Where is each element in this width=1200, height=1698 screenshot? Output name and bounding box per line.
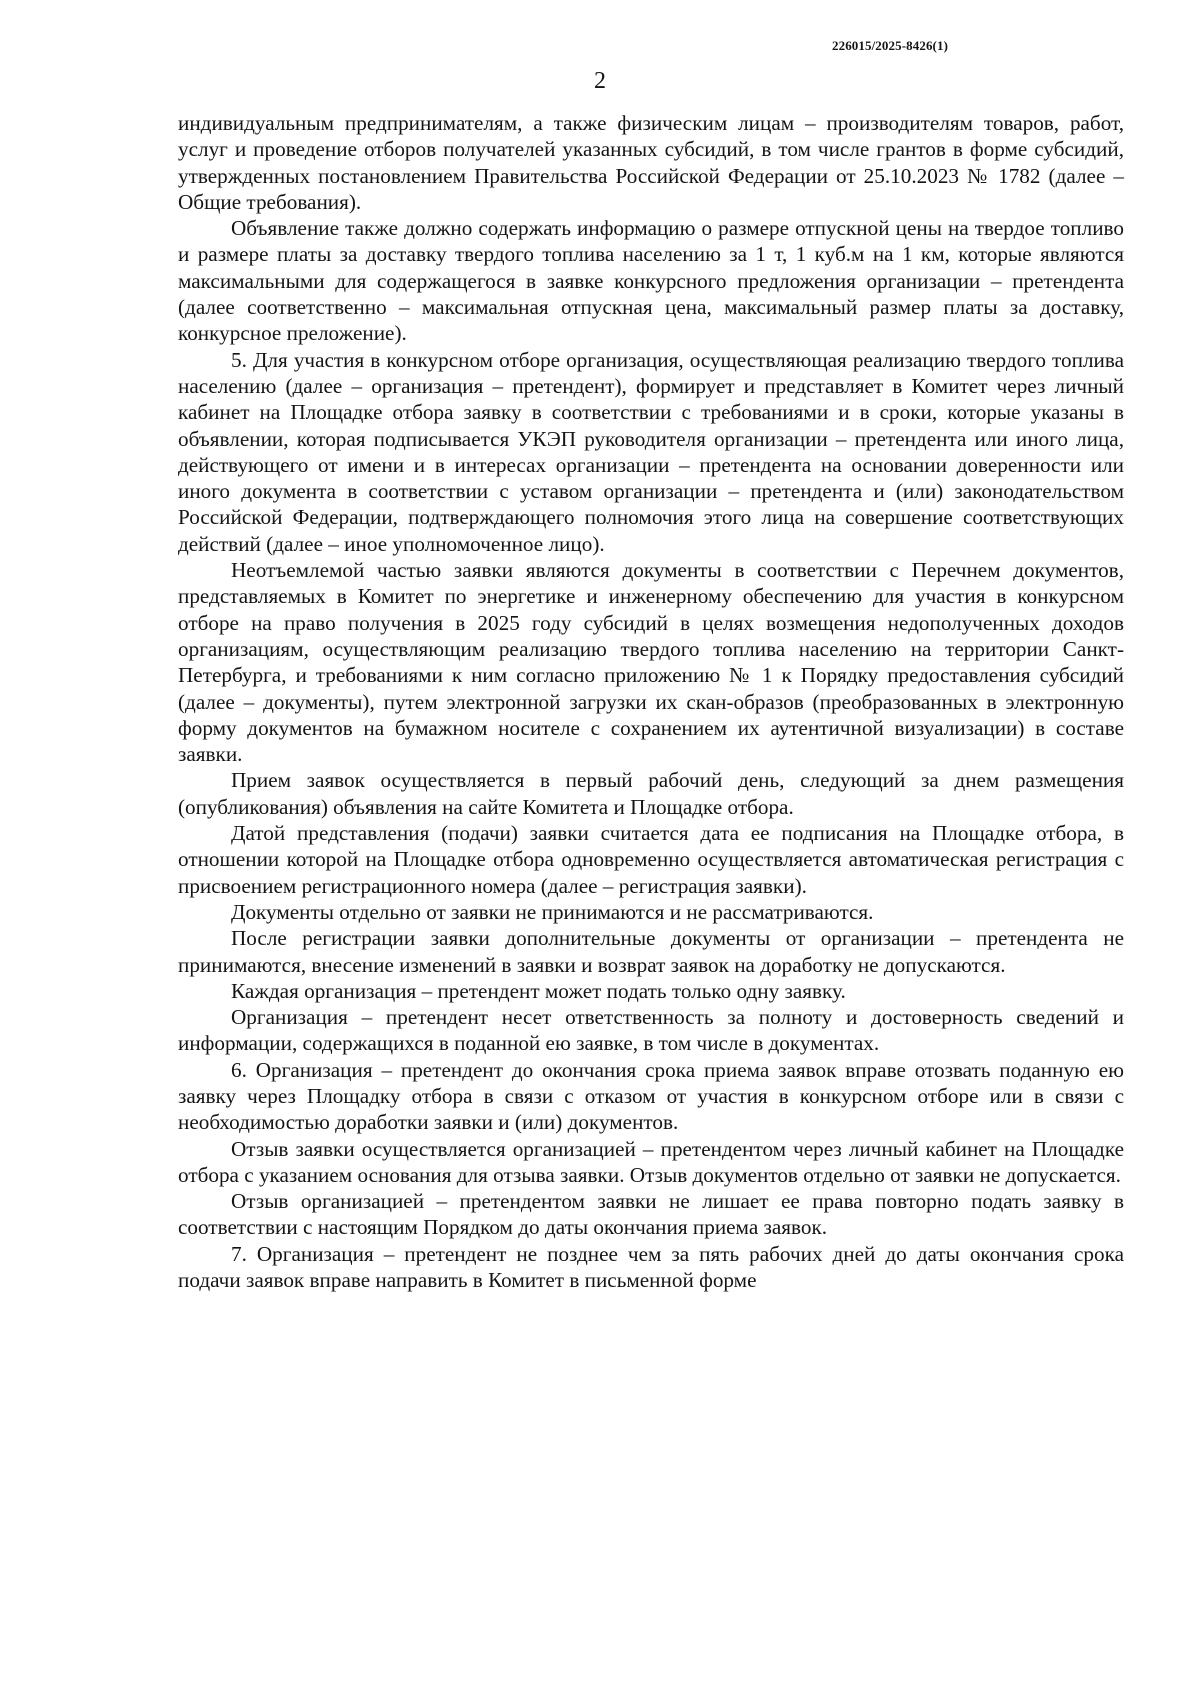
paragraph-announcement-content: Объявление также должно содержать информацию о размере отпускной цены на твердое топливо и размере платы за доставку твердого топлива населению за 1 т, 1 куб.м на 1 км, которые являются максимальными для содержащегося в заявке конкурсного предложения организации – претендента (далее соответственно – максимальная отпускная цена, максимальный размер платы за доставку, конкурсное преложение). <box>178 216 1124 346</box>
document-registration-number: 226015/2025-8426(1) <box>832 38 948 53</box>
paragraph-application-intake: Прием заявок осуществляется в первый рабочий день, следующий за днем размещения (опубликования) объявления на сайте Комитета и Площадке отбора. <box>178 768 1124 819</box>
paragraph-documents-separately: Документы отдельно от заявки не принимаются и не рассматриваются. <box>231 899 874 924</box>
paragraph-submission-date: Датой представления (подачи) заявки считается дата ее подписания на Площадке отбора, в отношении которой на Площадке отбора одновременно осуществляется автоматическая регистрация с присвоением регистрационного номера (далее – регистрация заявки). <box>178 821 1124 898</box>
paragraph-continuation: индивидуальным предпринимателям, а также физическим лицам – производителям товаров, работ, услуг и проведение отборов получателей указанных субсидий, в том числе грантов в форме субсидий, утвержденных постановлением Правительства Российской Федерации от 25.10.2023 № 1782 (далее – Общие требования). <box>178 111 1124 214</box>
paragraph-resubmission: Отзыв организацией – претендентом заявки не лишает ее права повторно подать заявку в соответствии с настоящим Порядком до даты окончания приема заявок. <box>178 1189 1124 1240</box>
paragraph-one-application: Каждая организация – претендент может подать только одну заявку. <box>231 978 846 1003</box>
document-body <box>178 110 1124 1293</box>
paragraph-item-7: 7. Организация – претендент не позднее чем за пять рабочих дней до даты окончания срока подачи заявок вправе направить в Комитет в письменной форме <box>178 1241 1124 1293</box>
page-number: 2 <box>594 68 606 94</box>
paragraph-responsibility: Организация – претендент несет ответственность за полноту и достоверность сведений и информации, содержащихся в поданной ею заявке, в том числе в документах. <box>178 1005 1124 1056</box>
paragraph-item-5: 5. Для участия в конкурсном отборе организация, осуществляющая реализацию твердого топлива населению (далее – организация – претендент), формирует и представляет в Комитет через личный кабинет на Площадке отбора заявку в соответствии с требованиями и в сроки, которые указаны в объявлении, которая подписывается УКЭП руководителя организации – претендента или иного лица, действующего от имени и в интересах организации – претендента на основании доверенности или иного документа в соответствии с уставом организации – претендента и (или) законодательством Российской Федерации, подтверждающего полномочия этого лица на совершение соответствующих действий (далее – иное уполномоченное лицо). <box>178 347 1124 556</box>
paragraph-required-documents: Неотъемлемой частью заявки являются документы в соответствии с Перечнем документов, представляемых в Комитет по энергетике и инженерному обеспечению для участия в конкурсном отборе на право получения в 2025 году субсидий в целях возмещения недополученных доходов организациям, осуществляющим реализацию твердого топлива населению на территории Санкт-Петербурга, и требованиями к ним согласно приложению № 1 к Порядку предоставления субсидий (далее – документы), путем электронной загрузки их скан-образов (преобразованных в электронную форму документов на бумажном носителе с сохранением их аутентичной визуализации) в составе заявки. <box>178 558 1124 767</box>
paragraph-withdrawal-procedure: Отзыв заявки осуществляется организацией – претендентом через личный кабинет на Площадке отбора с указанием основания для отзыва заявки. Отзыв документов отдельно от заявки не допускается. <box>178 1136 1124 1187</box>
paragraph-item-6: 6. Организация – претендент до окончания срока приема заявок вправе отозвать поданную ею заявку через Площадку отбора в связи с отказом от участия в конкурсном отборе или в связи с необходимостью доработки заявки и (или) документов. <box>178 1057 1124 1135</box>
paragraph-after-registration: После регистрации заявки дополнительные документы от организации – претендента не принимаются, внесение изменений в заявки и возврат заявок на доработку не допускаются. <box>178 926 1124 977</box>
